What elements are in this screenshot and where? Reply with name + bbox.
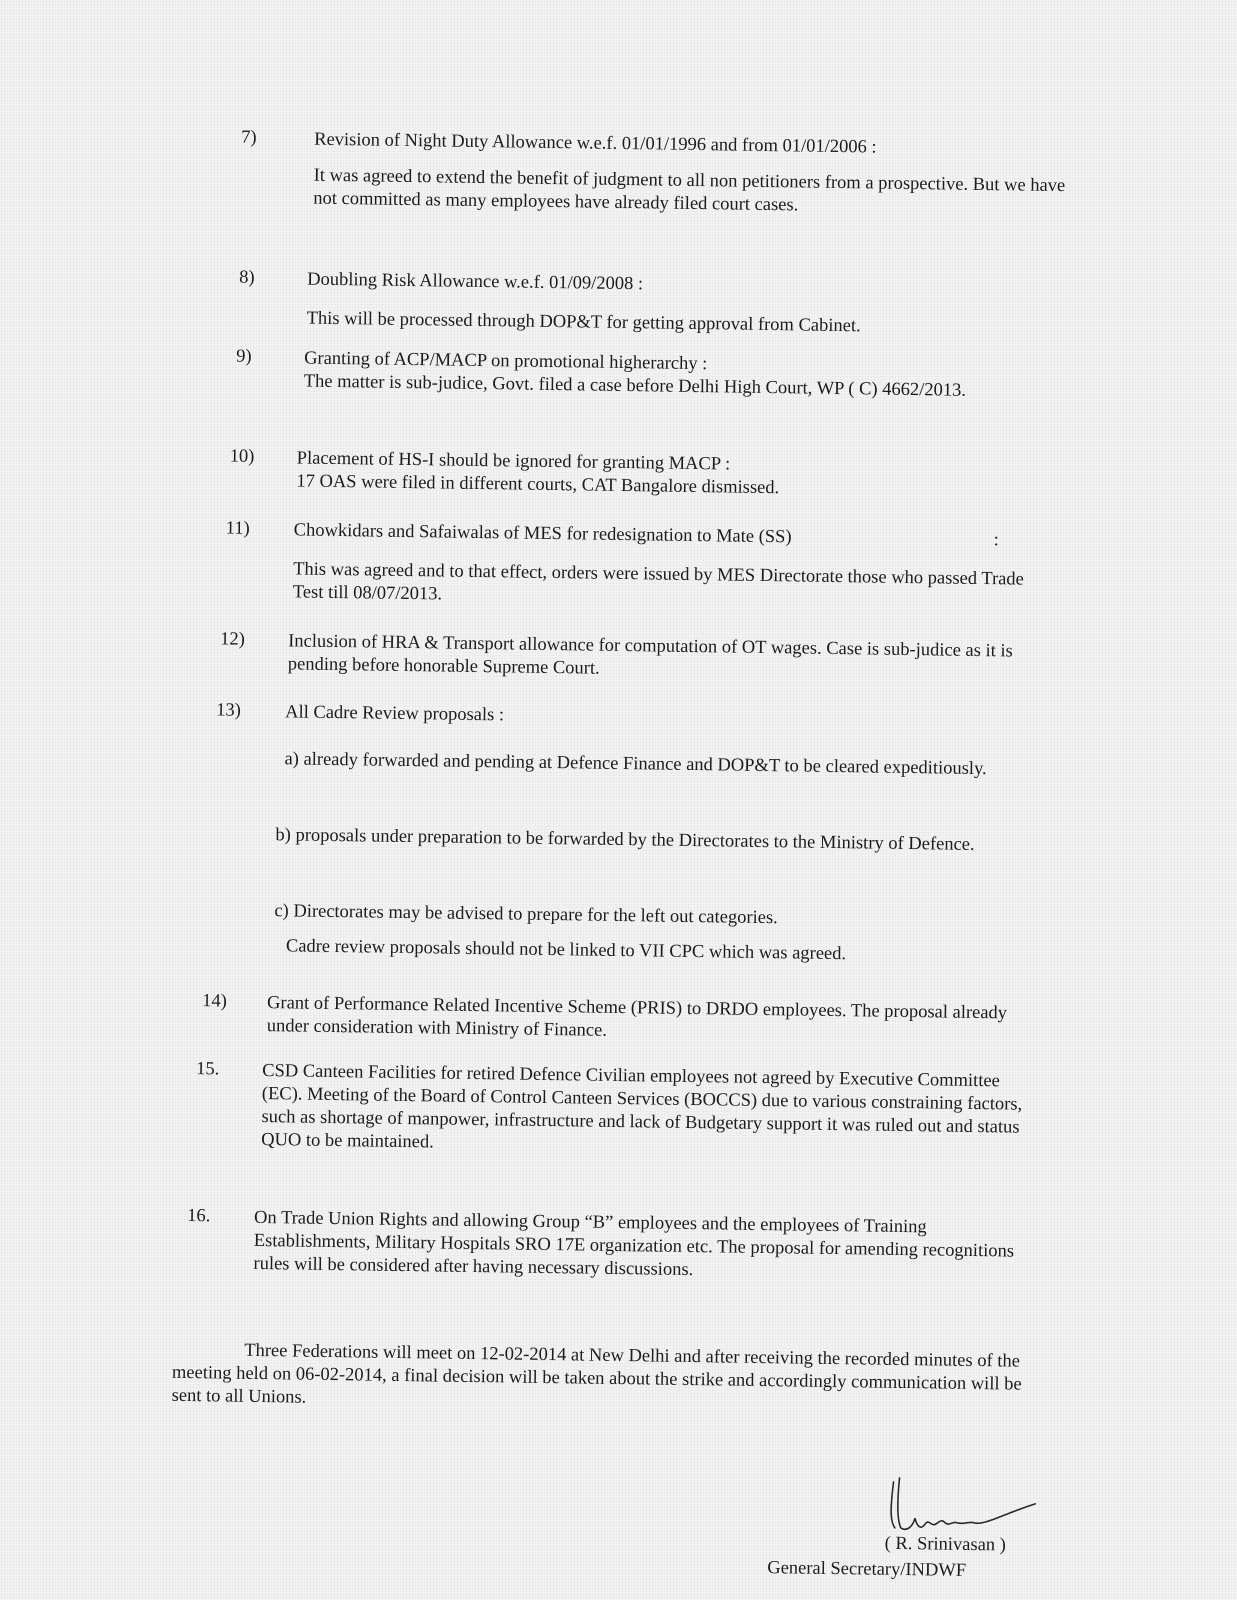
item-8-number: 8): [239, 267, 255, 288]
item-14-number: 14): [202, 991, 227, 1012]
item-15: [261, 1060, 1033, 1186]
item-13-sub-b: b) proposals under preparation to be forwarded by the Directorates to the Ministry of Defence.: [275, 825, 975, 855]
item-13-heading: All Cadre Review proposals :: [285, 702, 505, 726]
item-8: [307, 269, 1073, 342]
item-10-heading: Placement of HS-I should be ignored for granting MACP :: [296, 448, 731, 475]
item-7-heading: Revision of Night Duty Allowance w.e.f. 01/01/1996 and from 01/01/2006 :: [314, 129, 877, 158]
item-7-number: 7): [241, 127, 257, 148]
item-12-body: Inclusion of HRA & Transport allowance for computation of OT wages. Case is sub-judice as it is pending before honorable Supreme Court.: [287, 631, 1013, 679]
item-16-number: 16.: [187, 1205, 211, 1227]
item-8-heading: Doubling Risk Allowance w.e.f. 01/09/2008 :: [307, 269, 644, 295]
item-9-heading: Granting of ACP/MACP on promotional higherarchy :: [303, 348, 708, 375]
item-13-sub-a: a) already forwarded and pending at Defence Finance and DOP&T to be cleared expeditiously.: [284, 749, 987, 780]
closing-paragraph: [171, 1339, 1022, 1443]
item-16: [253, 1207, 1024, 1310]
item-10-body: 17 OAS were filed in different courts, CAT Bangalore dismissed.: [296, 471, 780, 499]
item-8-body: This will be processed through DOP&T for getting approval from Cabinet.: [306, 308, 861, 337]
item-7-body: It was agreed to extend the benefit of judgment to all non petitioners from a prospective. But we have not committed as many employees have already filed court cases.: [313, 165, 1066, 216]
item-11-heading-text: Chowkidars and Safaiwalas of MES for redesignation to Mate (SS): [293, 520, 792, 548]
item-11-heading: [294, 519, 1059, 553]
item-13-note: Cadre review proposals should not be linked to VII CPC which was agreed.: [285, 936, 847, 965]
item-7: [313, 129, 1079, 245]
item-10-number: 10): [229, 446, 255, 467]
item-12: [287, 630, 1053, 710]
item-9: [303, 348, 1069, 428]
item-9-body: The matter is sub-judice, Govt. filed a case before Delhi High Court, WP ( C) 4662/2013.: [303, 371, 967, 401]
closing-text: Three Federations will meet on 12-02-2014 at New Delhi and after receiving the recorded minutes of the meeting held on 06-02-2014, a final decision will be taken about the strike and accordingly communication will be sent to all Unions.: [171, 1340, 1022, 1408]
item-13-number: 13): [216, 700, 242, 721]
item-14-body: Grant of Performance Related Incentive Scheme (PRIS) to DRDO employees. The proposal already under consideration with Ministry of Finance.: [266, 993, 1008, 1041]
item-14: [266, 992, 1037, 1072]
signatory-name: ( R. Srinivasan ): [884, 1533, 1007, 1556]
item-15-body: CSD Canteen Facilities for retired Defence Civilian employees not agreed by Executive Committee (EC). Meeting of the Board of Control Canteen Services (BOCCS) due to various constraining factors, such as shortage of manpower, infrastructure and lack of Budgetary support it was ruled out and status QUO to be maintained.: [261, 1061, 1023, 1153]
item-13-sub-c: c) Directorates may be advised to prepare for the left out categories.: [274, 901, 778, 929]
signatory-title: General Secretary/INDWF: [767, 1558, 967, 1581]
item-13: [274, 701, 1051, 969]
item-11: [292, 519, 1058, 638]
item-12-number: 12): [220, 629, 246, 650]
item-16-body: On Trade Union Rights and allowing Group “B” employees and the employees of Training Establishments, Military Hospitals SRO 17E organization etc. The proposal for amending recognitions rules will be considered after having necessary discussions.: [253, 1207, 1015, 1281]
item-15-number: 15.: [196, 1059, 220, 1080]
item-11-number: 11): [225, 518, 250, 539]
item-11-body: This was agreed and to that effect, orders were issued by MES Directorate those who passed Trade Test till 08/07/2013.: [292, 559, 1024, 605]
item-9-number: 9): [236, 346, 252, 367]
item-10: [296, 447, 1062, 504]
item-11-heading-colon: :: [993, 530, 999, 551]
